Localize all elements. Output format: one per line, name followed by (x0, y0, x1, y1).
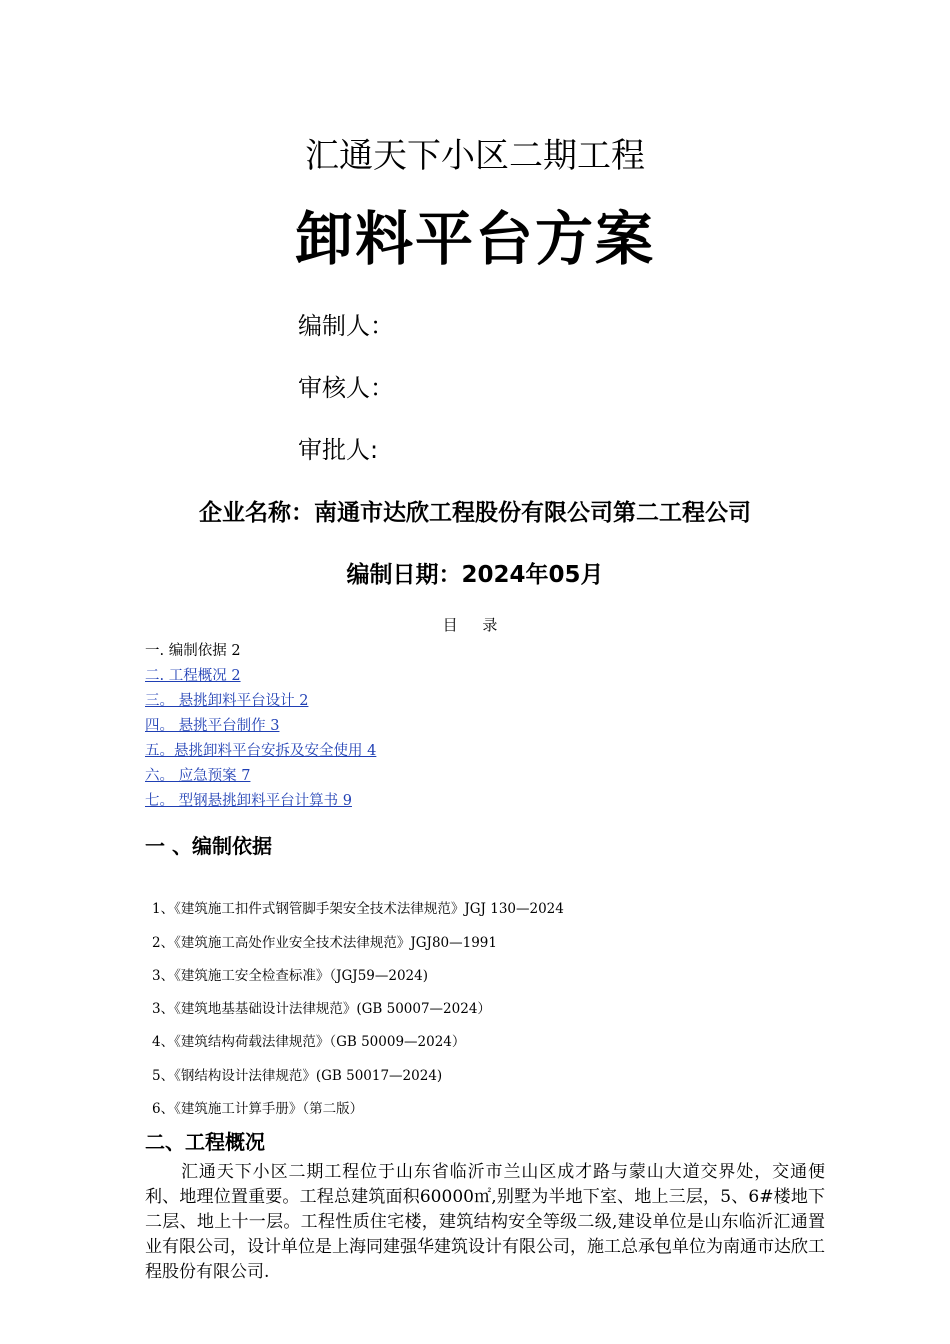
overview-paragraph: 汇通天下小区二期工程位于山东省临沂市兰山区成才路与蒙山大道交界处，交通便利、地理位置重要。工程总建筑面积60000㎡,别墅为半地下室、地上三层，5、6#楼地下二层、地上十一层。工程性质住宅楼，建筑结构安全等级二级,建设单位是山东临沂汇通置业有限公司，设计单位是上海同建强华建筑设计有限公司，施工总承包单位为南通市达欣工程股份有限公司. (145, 1162, 825, 1282)
reference-item: 3、《建筑地基基础设计法律规范》(GB 50007—2024） (152, 1001, 491, 1017)
reference-item: 4、《建筑结构荷载法律规范》（GB 50009—2024） (152, 1034, 466, 1050)
section-heading: 一 、编制依据 (145, 834, 272, 858)
company-line: 企业名称：南通市达欣工程股份有限公司第二工程公司 (199, 500, 751, 526)
toc-link[interactable]: 二. 工程概况 2 (145, 668, 241, 684)
date-line: 编制日期：2024年05月 (346, 562, 604, 588)
toc-link[interactable]: 五。悬挑卸料平台安拆及安全使用 4 (145, 743, 377, 759)
toc-link[interactable]: 三。 悬挑卸料平台设计 2 (145, 693, 309, 709)
toc-link[interactable]: 七。 型钢悬挑卸料平台计算书 9 (145, 793, 352, 809)
reviewer-label: 审核人： (298, 374, 394, 402)
reference-item: 1、《建筑施工扣件式钢管脚手架安全技术法律规范》JGJ 130—2024 (152, 901, 564, 917)
plan-title: 卸料平台方案 (294, 205, 655, 273)
reference-item: 5、《钢结构设计法律规范》(GB 50017—2024) (152, 1068, 443, 1084)
reference-item: 6、《建筑施工计算手册》（第二版） (152, 1101, 364, 1117)
reference-item: 3、《建筑施工安全检查标准》（JGJ59—2024) (152, 968, 428, 984)
compiler-label: 编制人： (298, 312, 394, 340)
project-title: 汇通天下小区二期工程 (305, 136, 645, 176)
section-heading: 二、工程概况 (145, 1130, 265, 1154)
toc-link[interactable]: 四。 悬挑平台制作 3 (145, 718, 280, 734)
toc-item: 一. 编制依据 2 (145, 643, 241, 659)
toc-title: 目 录 (442, 616, 508, 634)
reference-item: 2、《建筑施工高处作业安全技术法律规范》JGJ80—1991 (152, 935, 497, 951)
approver-label: 审批人: (298, 436, 379, 464)
toc-link[interactable]: 六。 应急预案 7 (145, 768, 251, 784)
